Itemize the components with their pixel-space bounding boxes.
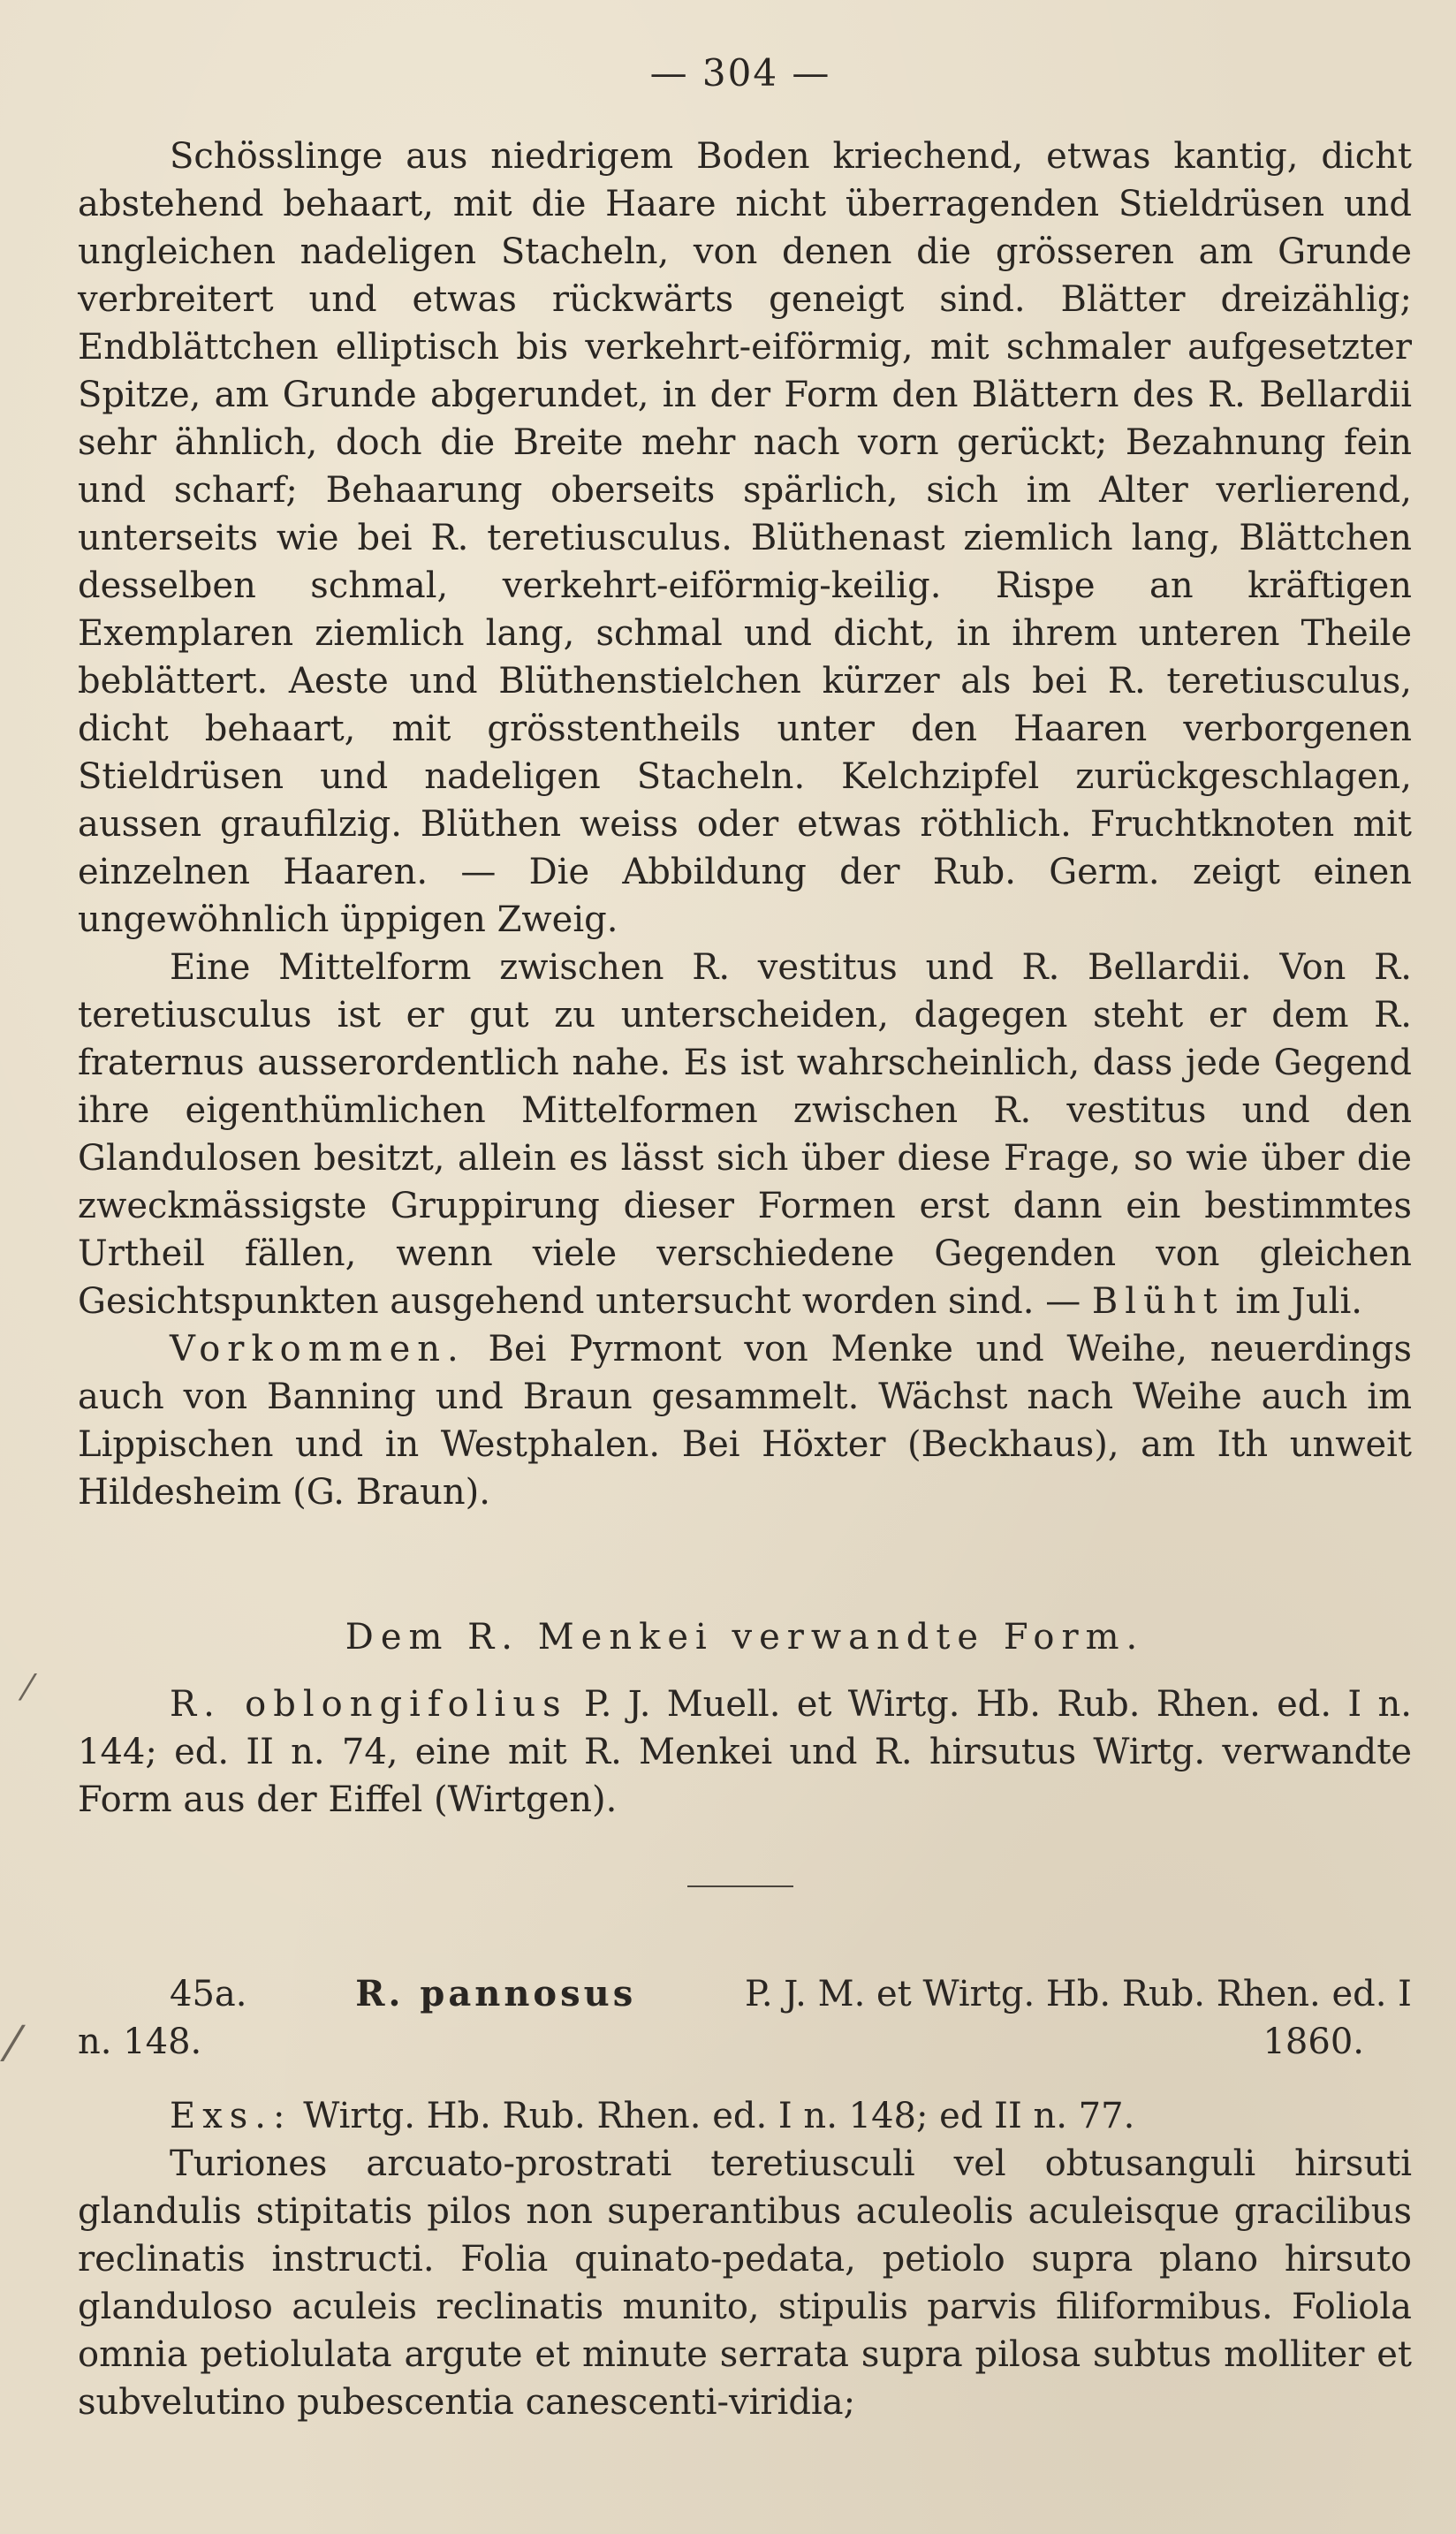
occurrence-paragraph: [78, 1325, 1412, 1516]
description-paragraph: Schösslinge aus niedrigem Boden kriechend, etwas kantig, dicht abstehend behaart, mit die Haare nicht überragenden Stieldrüsen und ungleichen nadeligen Stacheln, von denen die grösseren am Grunde verbreitert und etwas rückwärts geneigt sind. Blätter dreizählig; Endblättchen elliptisch bis verkehrt-eiförmig, mit schmaler aufgesetzter Spitze, am Grunde abgerundet, in der Form den Blättern des R. Bellardii sehr ähnlich, doch die Breite mehr nach vorn gerückt; Bezahnung fein und scharf; Behaarung oberseits spärlich, sich im Alter verlierend, unterseits wie bei R. teretiusculus. Blüthenast ziemlich lang, Blättchen desselben schmal, verkehrt-eiförmig-keilig. Rispe an kräftigen Exemplaren ziemlich lang, schmal und dicht, in ihrem unteren Theile beblättert. Aeste und Blüthenstielchen kürzer als bei R. teretiusculus, dicht behaart, mit grösstentheils unter den Haaren verborgenen Stieldrüsen und nadeligen Stacheln. Kelchzipfel zurückgeschlagen, aussen graufilzig. Blüthen weiss oder etwas röthlich. Fruchtknoten mit einzelnen Haaren. — Die Abbildung der Rub. Germ. zeigt einen ungewöhnlich üppigen Zweig.: [78, 136, 1412, 940]
related-form-text: P. J. Muell. et Wirtg. Hb. Rub. Rhen. ed. I n. 144; ed. II n. 74, eine mit R. Menkei und R. hirsutus Wirtg. verwandte Form aus der Eiffel (Wirtgen).: [78, 1684, 1413, 1820]
related-form-entry: [78, 1680, 1412, 1824]
exsiccatae-line: [78, 2092, 1412, 2140]
species-description: [78, 133, 1412, 1516]
pencil-margin-mark: ⁄: [25, 1668, 31, 1709]
entry-species-name: R. pannosus: [355, 1973, 637, 2014]
occurrence-text: Bei Pyrmont von Menke und Weihe, neuerdings auch von Banning und Braun gesammelt. Wächst nach Weihe auch im Lippischen und in Westphalen. Bei Höxter (Beckhaus), am Ith unweit Hildesheim (G. Braun).: [78, 1329, 1413, 1513]
entry-citation-cont: n. 148.: [78, 2022, 202, 2062]
species-entry-heading: [78, 1970, 1412, 2066]
entry-heading-line2: [78, 2018, 1412, 2066]
entry-heading-line1: [78, 1970, 1412, 2018]
pencil-margin-mark: ⁄: [9, 2016, 18, 2072]
related-form-name: R. oblongifolius: [170, 1684, 568, 1725]
exsiccatae-label: Exs.:: [170, 2096, 292, 2136]
discussion-paragraph: [78, 944, 1412, 1325]
section-divider: [687, 1885, 793, 1887]
occurrence-label: Vorkommen.: [170, 1329, 466, 1369]
page-number: — 304 —: [649, 51, 831, 95]
entry-body: [78, 2092, 1412, 2426]
book-page: [9, 0, 1421, 2534]
bloom-label: Blüht: [1091, 1281, 1225, 1322]
discussion-text: Eine Mittelform zwischen R. vestitus und R. Bellardii. Von R. teretiusculus ist er gut zu unterscheiden, dagegen steht er dem R. fraternus ausserordentlich nahe. Es ist wahrscheinlich, dass jede Gegend ihre eigenthümlichen Mittelformen zwischen R. vestitus und den Glandulosen besitzt, allein es lässt sich über diese Frage, so wie über die zweckmässigste Gruppirung dieser Formen erst dann ein bestimmtes Urtheil fällen, wenn viele verschiedene Gegenden von gleichen Gesichtspunkten ausgehend untersucht worden sind.: [78, 947, 1412, 1322]
entry-number: 45a.: [170, 1974, 247, 2014]
exsiccatae-text: Wirtg. Hb. Rub. Rhen. ed. I n. 148; ed II n. 77.: [303, 2096, 1135, 2136]
bloom-separator: —: [1045, 1281, 1081, 1322]
entry-year: 1860.: [1263, 2022, 1364, 2062]
bloom-text: im Juli.: [1235, 1281, 1362, 1322]
latin-diagnosis: Turiones arcuato-prostrati teretiusculi vel obtusanguli hirsuti glandulis stipitatis pilos non superantibus aculeolis aculeisque gracilibus reclinatis instructi. Folia quinato-pedata, petiolo supra plano hirsuto glanduloso aculeis reclinatis munito, stipulis parvis filiformibus. Foliola omnia petiolulata argute et minute serrata supra pilosa subtus molliter et subvelutino pubescentia canescenti-viridia;: [78, 2143, 1412, 2423]
entry-citation: P. J. M. et Wirtg. Hb. Rub. Rhen. ed. I: [745, 1974, 1412, 2014]
related-form-heading: Dem R. Menkei verwandte Form.: [345, 1617, 1145, 1658]
related-form-paragraph: [78, 1680, 1412, 1824]
